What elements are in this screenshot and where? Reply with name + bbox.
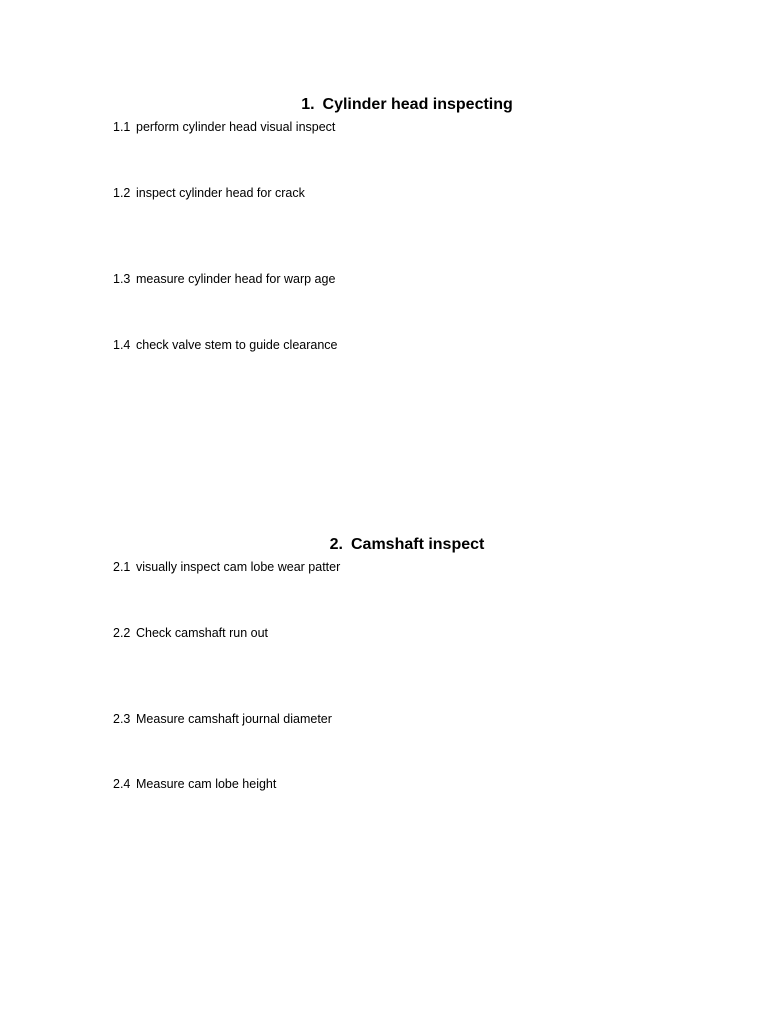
section-title: Camshaft inspect	[350, 536, 485, 553]
item-number: 2.2	[113, 626, 131, 640]
list-item	[113, 271, 335, 287]
item-text: check valve stem to guide clearance	[136, 338, 338, 352]
list-item	[113, 337, 338, 353]
item-number: 2.1	[113, 560, 131, 574]
item-text: visually inspect cam lobe wear patter	[136, 560, 341, 574]
item-number: 1.4	[113, 338, 131, 352]
item-text: inspect cylinder head for crack	[136, 186, 305, 200]
item-number: 1.3	[113, 272, 131, 286]
list-item	[113, 119, 335, 135]
section-number: 1.	[301, 96, 315, 113]
section-title: Cylinder head inspecting	[322, 96, 513, 113]
item-number: 2.3	[113, 712, 131, 726]
section-heading-cylinder-head	[0, 95, 768, 115]
list-item	[113, 776, 276, 792]
item-text: Measure camshaft journal diameter	[136, 712, 332, 726]
section-number: 2.	[329, 536, 343, 553]
list-item	[113, 185, 305, 201]
item-number: 2.4	[113, 777, 131, 791]
item-number: 1.1	[113, 120, 131, 134]
list-item	[113, 559, 340, 575]
item-text: perform cylinder head visual inspect	[136, 120, 336, 134]
section-heading-camshaft	[0, 535, 768, 555]
item-number: 1.2	[113, 186, 131, 200]
item-text: Check camshaft run out	[136, 626, 269, 640]
item-text: Measure cam lobe height	[136, 777, 277, 791]
list-item	[113, 711, 332, 727]
item-text: measure cylinder head for warp age	[136, 272, 336, 286]
list-item	[113, 625, 268, 641]
